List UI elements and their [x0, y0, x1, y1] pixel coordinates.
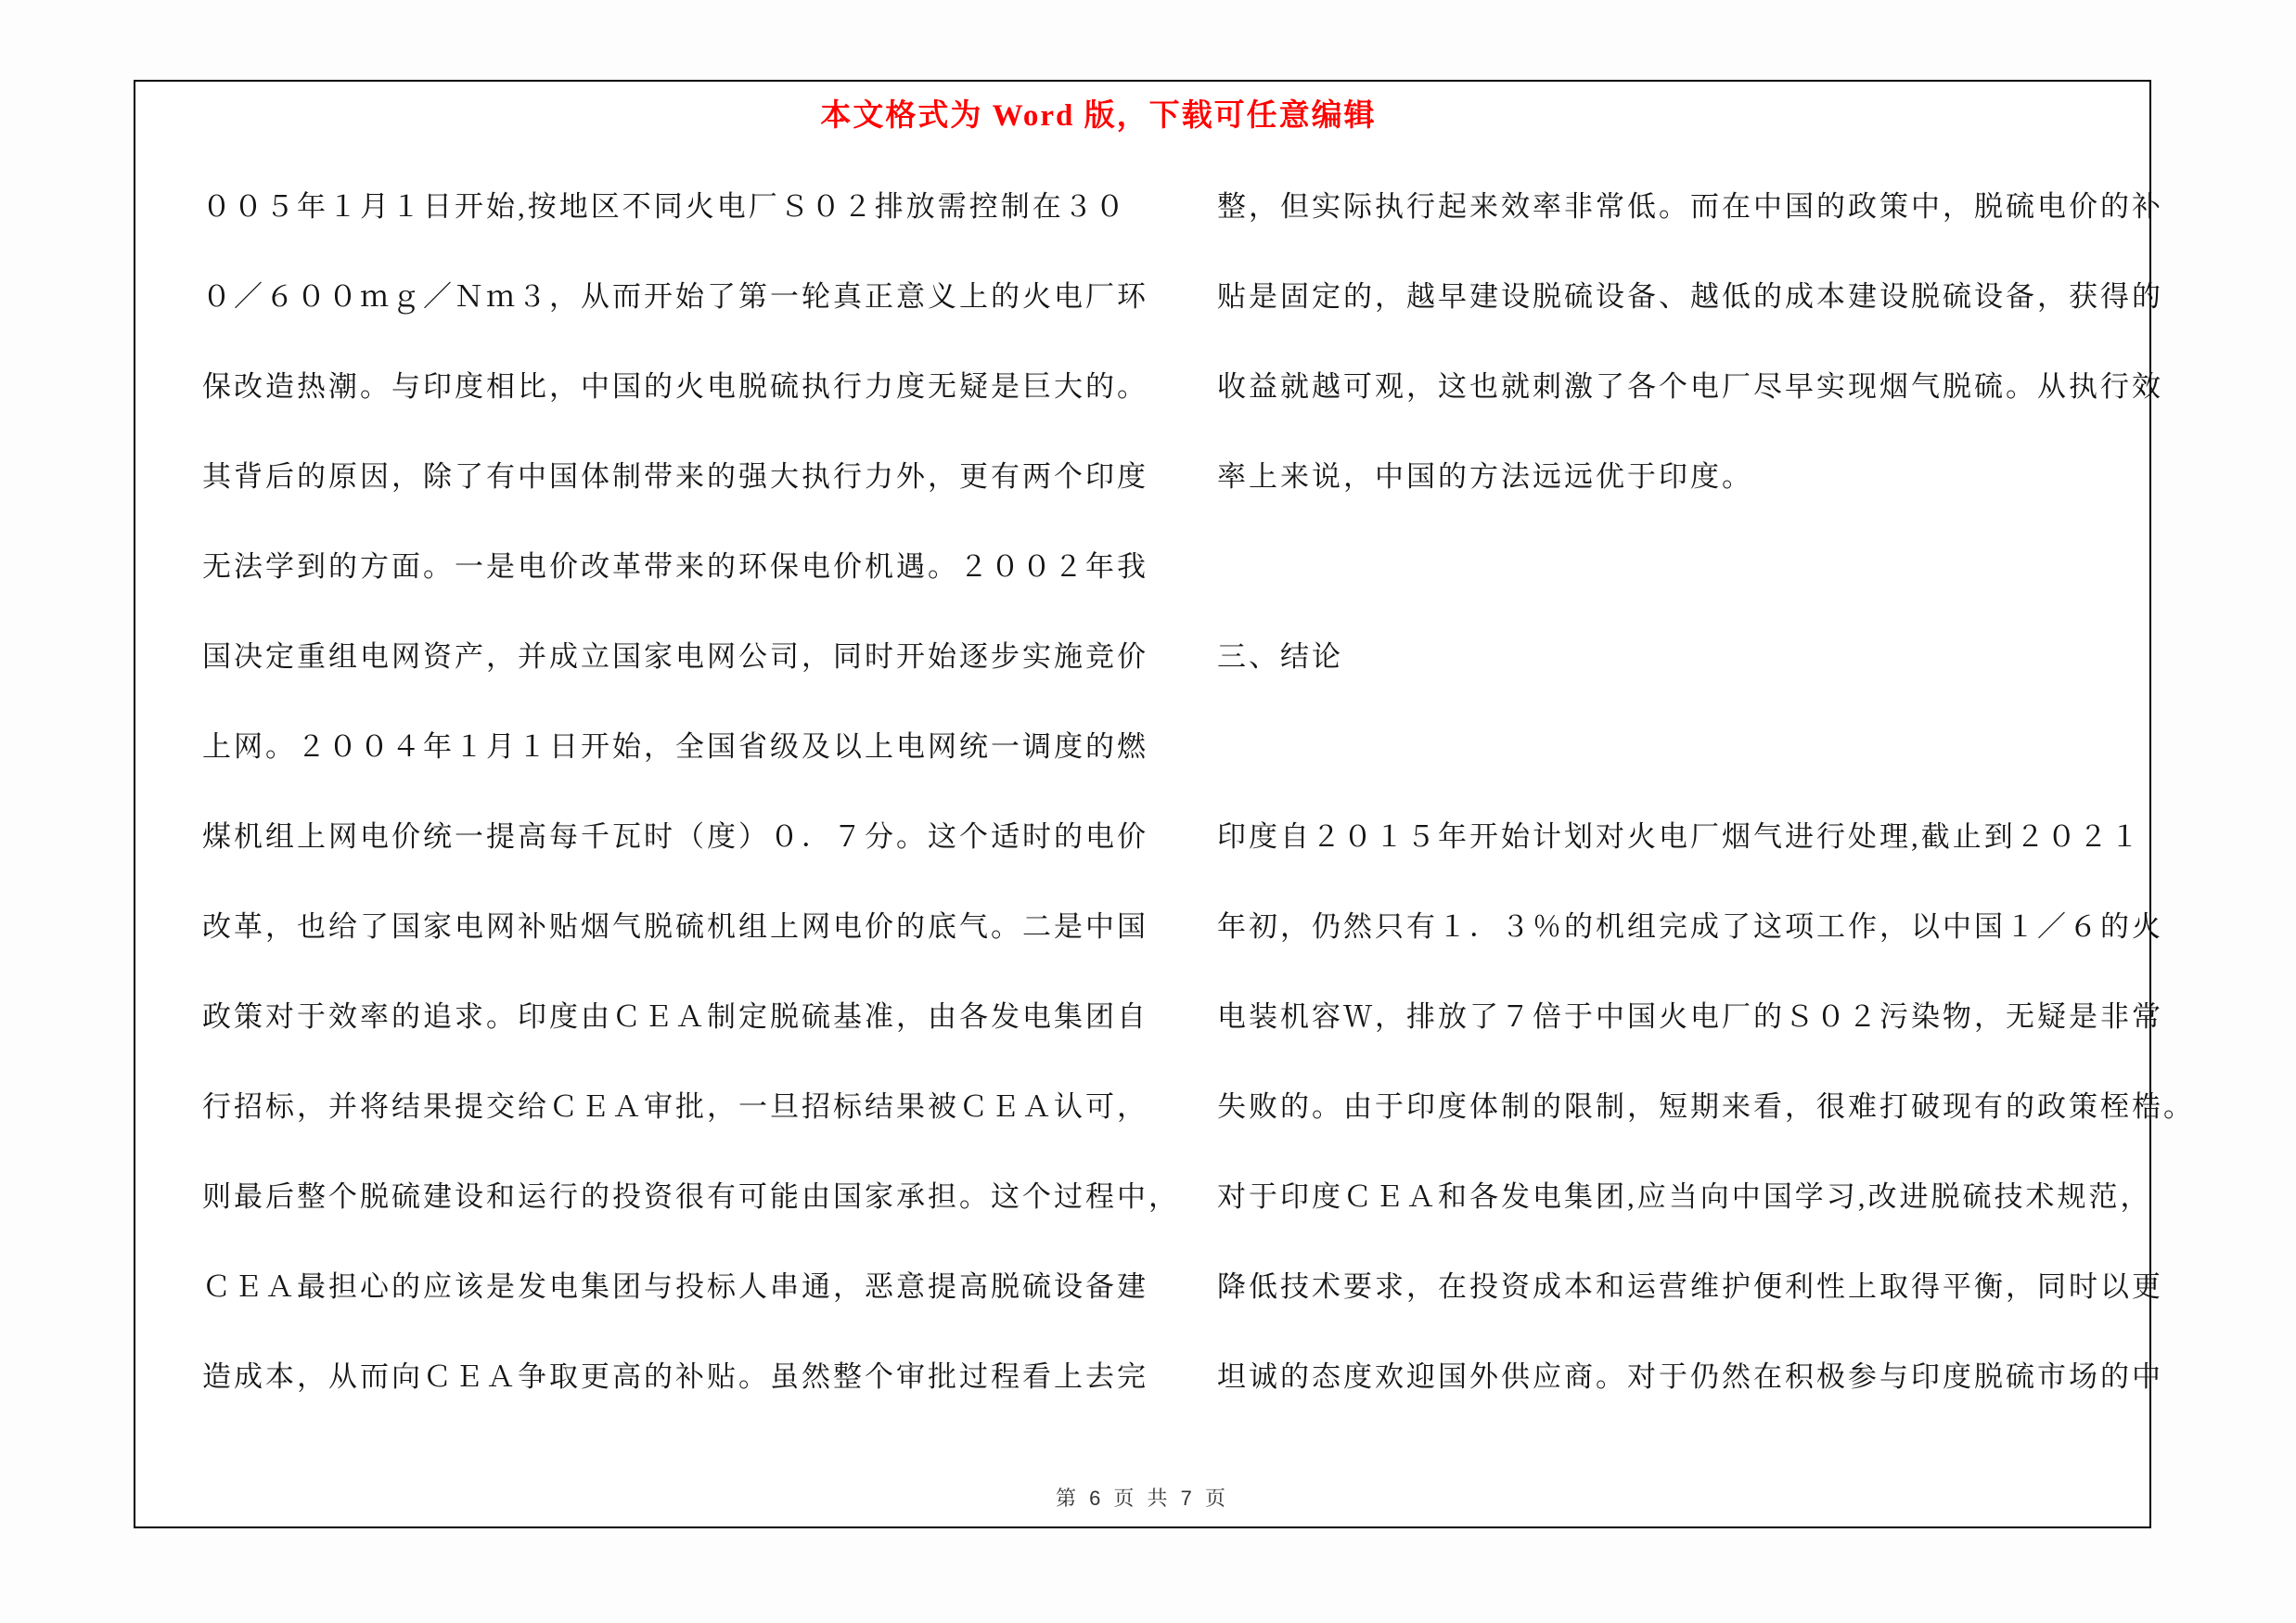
text-line: 整，但实际执行起来效率非常低。而在中国的政策中，脱硫电价的补	[1217, 190, 2163, 223]
right-column	[1217, 188, 2195, 1449]
text-line: 无法学到的方面。一是电价改革带来的环保电价机遇。２００２年我	[202, 550, 1148, 583]
text-line: 印度自２０１５年开始计划对火电厂烟气进行处理,截止到２０２１	[1217, 820, 2142, 853]
text-line: 收益就越可观，这也就刺激了各个电厂尽早实现烟气脱硫。从执行效	[1217, 370, 2163, 403]
text-line: 造成本，从而向ＣＥＡ争取更高的补贴。虽然整个审批过程看上去完	[202, 1360, 1148, 1393]
text-line: 失败的。由于印度体制的限制，短期来看，很难打破现有的政策桎梏。	[1217, 1090, 2195, 1123]
text-line: 改革，也给了国家电网补贴烟气脱硫机组上网电价的底气。二是中国	[202, 910, 1148, 943]
header-notice: 本文格式为 Word 版，下载可任意编辑	[820, 99, 1377, 133]
page-footer: 第 6 页 共 7 页	[1055, 1487, 1230, 1510]
text-line: 政策对于效率的追求。印度由ＣＥＡ制定脱硫基准，由各发电集团自	[202, 1000, 1148, 1033]
text-line: 电装机容Ｗ，排放了７倍于中国火电厂的Ｓ０２污染物，无疑是非常	[1217, 1000, 2163, 1033]
text-line: 其背后的原因，除了有中国体制带来的强大执行力外，更有两个印度	[202, 460, 1148, 493]
text-line: 煤机组上网电价统一提高每千瓦时（度）０．７分。这个适时的电价	[202, 820, 1148, 853]
text-line: 年初，仍然只有１．３％的机组完成了这项工作，以中国１／６的火	[1217, 910, 2163, 943]
text-line: ０／６００ｍｇ／Ｎｍ３，从而开始了第一轮真正意义上的火电厂环	[202, 280, 1148, 313]
text-line: 率上来说，中国的方法远远优于印度。	[1217, 460, 1753, 493]
text-line: ００５年１月１日开始,按地区不同火电厂Ｓ０２排放需控制在３０	[202, 190, 1127, 223]
section-heading: 三、结论	[1217, 640, 1343, 673]
text-line: 国决定重组电网资产，并成立国家电网公司，同时开始逐步实施竞价	[202, 640, 1148, 673]
text-line: 上网。２００４年１月１日开始，全国省级及以上电网统一调度的燃	[202, 730, 1148, 763]
text-line: 对于印度ＣＥＡ和各发电集团,应当向中国学习,改进脱硫技术规范，	[1217, 1180, 2152, 1213]
text-line: 贴是固定的，越早建设脱硫设备、越低的成本建设脱硫设备，获得的	[1217, 280, 2163, 313]
text-line: 保改造热潮。与印度相比，中国的火电脱硫执行力度无疑是巨大的。	[202, 370, 1148, 403]
text-line: ＣＥＡ最担心的应该是发电集团与投标人串通，恶意提高脱硫设备建	[202, 1270, 1148, 1303]
text-line: 则最后整个脱硫建设和运行的投资很有可能由国家承担。这个过程中，	[202, 1180, 1180, 1213]
text-line: 行招标，并将结果提交给ＣＥＡ审批，一旦招标结果被ＣＥＡ认可，	[202, 1090, 1148, 1123]
left-column	[202, 188, 1180, 1449]
text-line: 降低技术要求，在投资成本和运营维护便利性上取得平衡，同时以更	[1217, 1270, 2163, 1303]
text-line: 坦诚的态度欢迎国外供应商。对于仍然在积极参与印度脱硫市场的中	[1217, 1360, 2163, 1393]
text-line	[1217, 728, 2149, 818]
text-line	[1217, 548, 2149, 638]
